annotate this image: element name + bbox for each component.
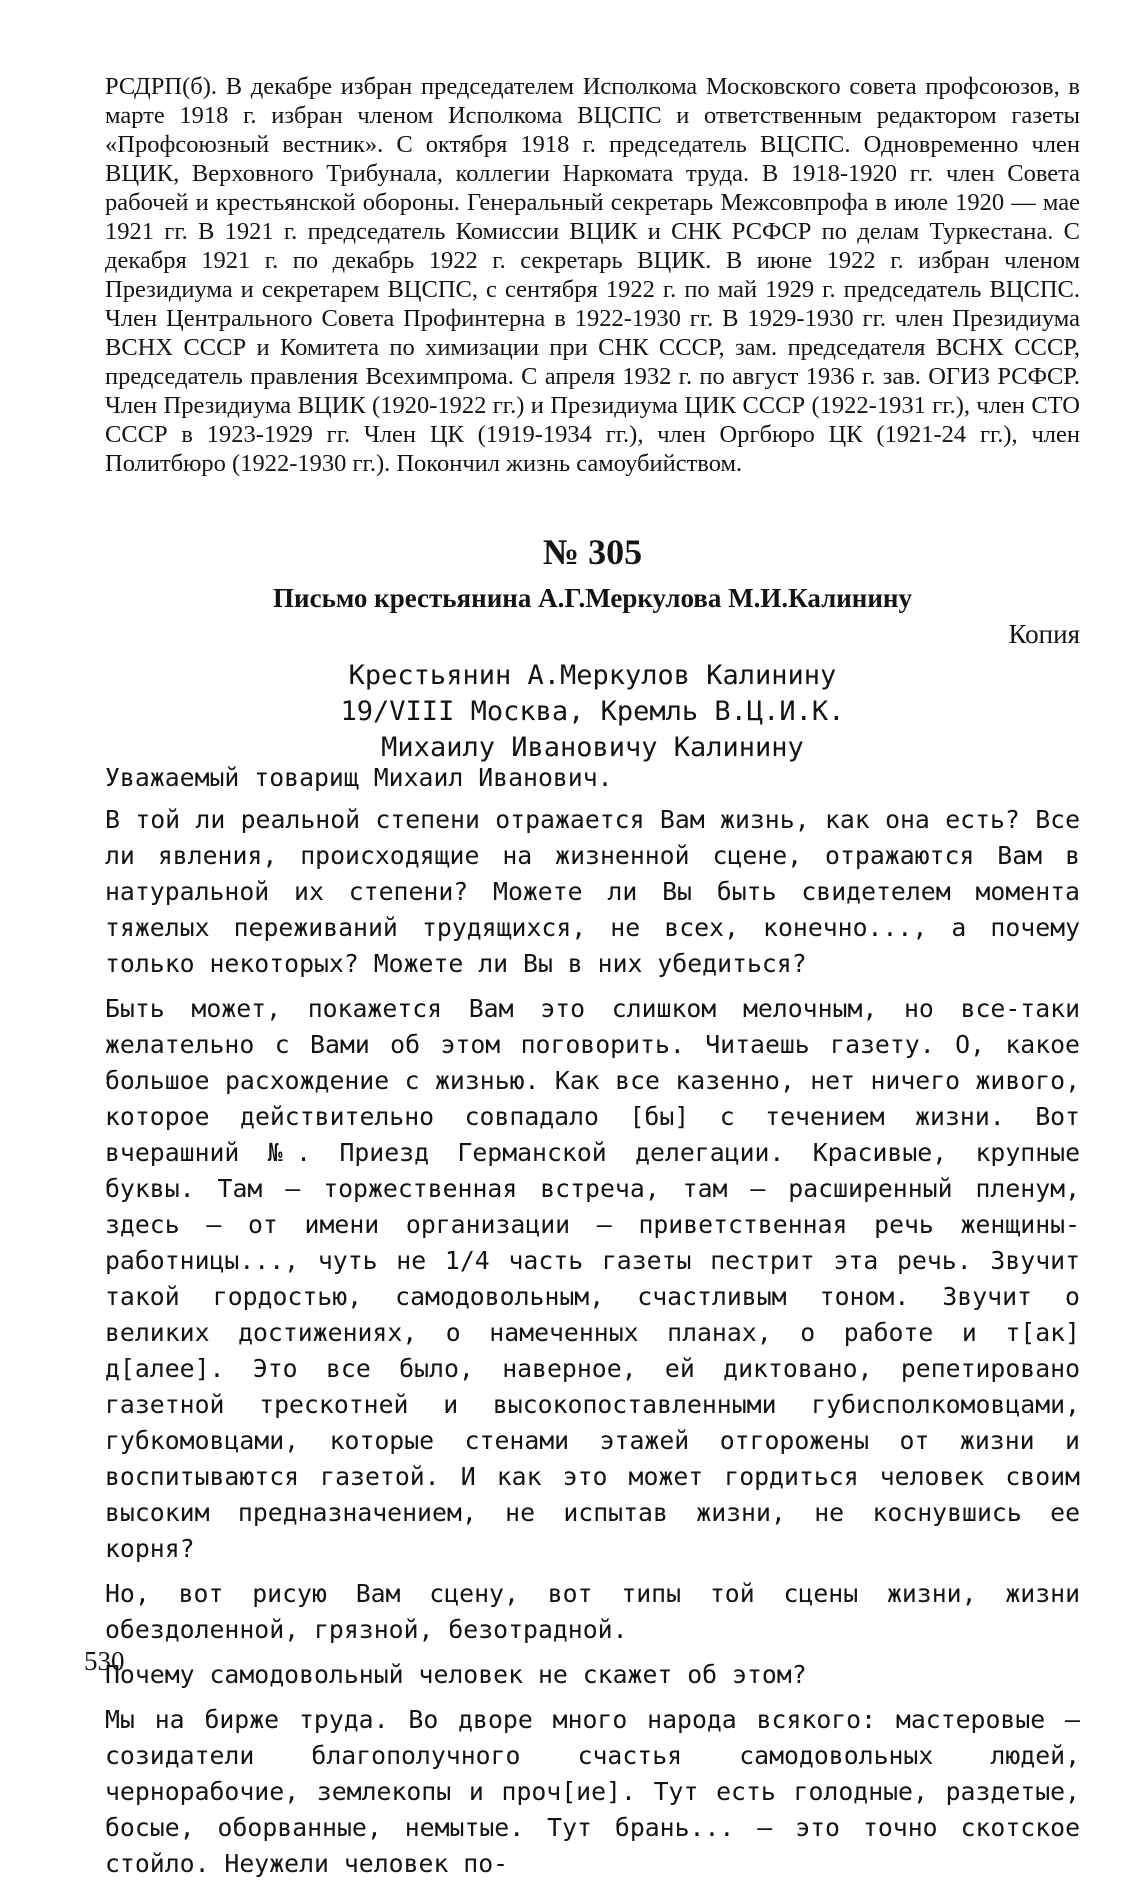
letter-paragraph: В той ли реальной степени отражается Вам жизнь, как она есть? Все ли явления, происходящие на жизненной сцене, отражаются Вам в натуральной их степени? Можете ли Вы быть свидетелем момента тяжелых переживаний трудящихся, не всех, конечно..., а почему только некоторых? Можете ли Вы в них убедиться?: [105, 805, 1080, 978]
document-title: Письмо крестьянина А.Г.Меркулова М.И.Калинину: [273, 583, 912, 613]
address-line: Михаилу Ивановичу Калинину: [381, 732, 804, 763]
letter-paragraph: Мы на бирже труда. Во дворе много народа всякого: мастеровые — созидатели благополучного счастья самодовольных людей, чернорабочие, землекопы и проч[ие]. Тут есть голодные, раздетые, босые, оборванные, немытые. Тут брань... — это точно скотское стойло. Неужели человек по-: [105, 1705, 1080, 1878]
letter-greeting: Уважаемый товарищ Михаил Иванович.: [105, 763, 613, 792]
letter-paragraph: Почему самодовольный человек не скажет об этом?: [105, 1660, 807, 1689]
letter-address: [105, 658, 1080, 766]
biographical-note: РСДРП(б). В декабре избран председателем Исполкома Московского совета профсоюзов, в марте 1918 г. избран членом Исполкома ВЦСПС и ответственным редактором газеты «Профсоюзный вестник». С октября 1918 г. председатель ВЦСПС. Одновременно член ВЦИК, Верховного Трибунала, коллегии Наркомата труда. В 1918-1920 гг. член Совета рабочей и крестьянской обороны. Генеральный секретарь Межсовпрофа в июле 1920 — мае 1921 гг. В 1921 г. председатель Комиссии ВЦИК и СНК РСФСР по делам Туркестана. С декабря 1921 г. по декабрь 1922 г. секретарь ВЦИК. В июне 1922 г. избран членом Президиума и секретарем ВЦСПС, с сентября 1922 г. по май 1929 г. председатель ВЦСПС. Член Центрального Совета Профинтерна в 1922-1930 гг. В 1929-1930 гг. член Президиума ВСНХ СССР и Комитета по химизации при СНК СССР, зам. председателя ВСНХ СССР, председатель правления Всехимпрома. С апреля 1932 г. по август 1936 г. зав. ОГИЗ РСФСР. Член Президиума ВЦИК (1920-1922 гг.) и Президиума ЦИК СССР (1922-1931 гг.), член СТО СССР в 1923-1929 гг. Член ЦК (1919-1934 гг.), член Оргбюро ЦК (1921-24 гг.), член Политбюро (1922-1930 гг.). Покончил жизнь самоубийством.: [105, 73, 1080, 477]
page-number: 530: [84, 1646, 125, 1676]
letter-paragraph: Быть может, покажется Вам это слишком мелочным, но все-таки желательно с Вами об этом поговорить. Читаешь газету. О, какое большое расхождение с жизнью. Как все казенно, нет ничего живого, которое действительно совпадало [бы] с течением жизни. Вот вчерашний №. Приезд Германской делегации. Красивые, крупные буквы. Там — торжественная встреча, там — расширенный пленум, здесь — от имени организации — приветственная речь женщины-работницы..., чуть не 1/4 часть газеты пестрит эта речь. Звучит такой гордостью, самодовольным, счастливым тоном. Звучит о великих достижениях, о намеченных планах, о работе и т[ак] д[алее]. Это все было, наверное, ей диктовано, репетировано газетной трескотней и высокопоставленными губисполкомовцами, губкомовцами, которые стенами этажей отгорожены от жизни и воспитываются газетой. И как это может гордиться человек своим высоким предназначением, не испытав жизни, не коснувшись ее корня?: [105, 994, 1080, 1563]
copy-label: Копия: [1008, 619, 1080, 649]
letter-body: [105, 760, 1080, 1891]
letter-paragraph: Но, вот рисую Вам сцену, вот типы той сцены жизни, жизни обездоленной, грязной, безотрадной.: [105, 1579, 1080, 1644]
address-line: Крестьянин А.Меркулов Калинину: [348, 660, 837, 691]
document-number: № 305: [542, 532, 643, 572]
address-line: 19/VIII Москва, Кремль В.Ц.И.К.: [340, 696, 845, 727]
